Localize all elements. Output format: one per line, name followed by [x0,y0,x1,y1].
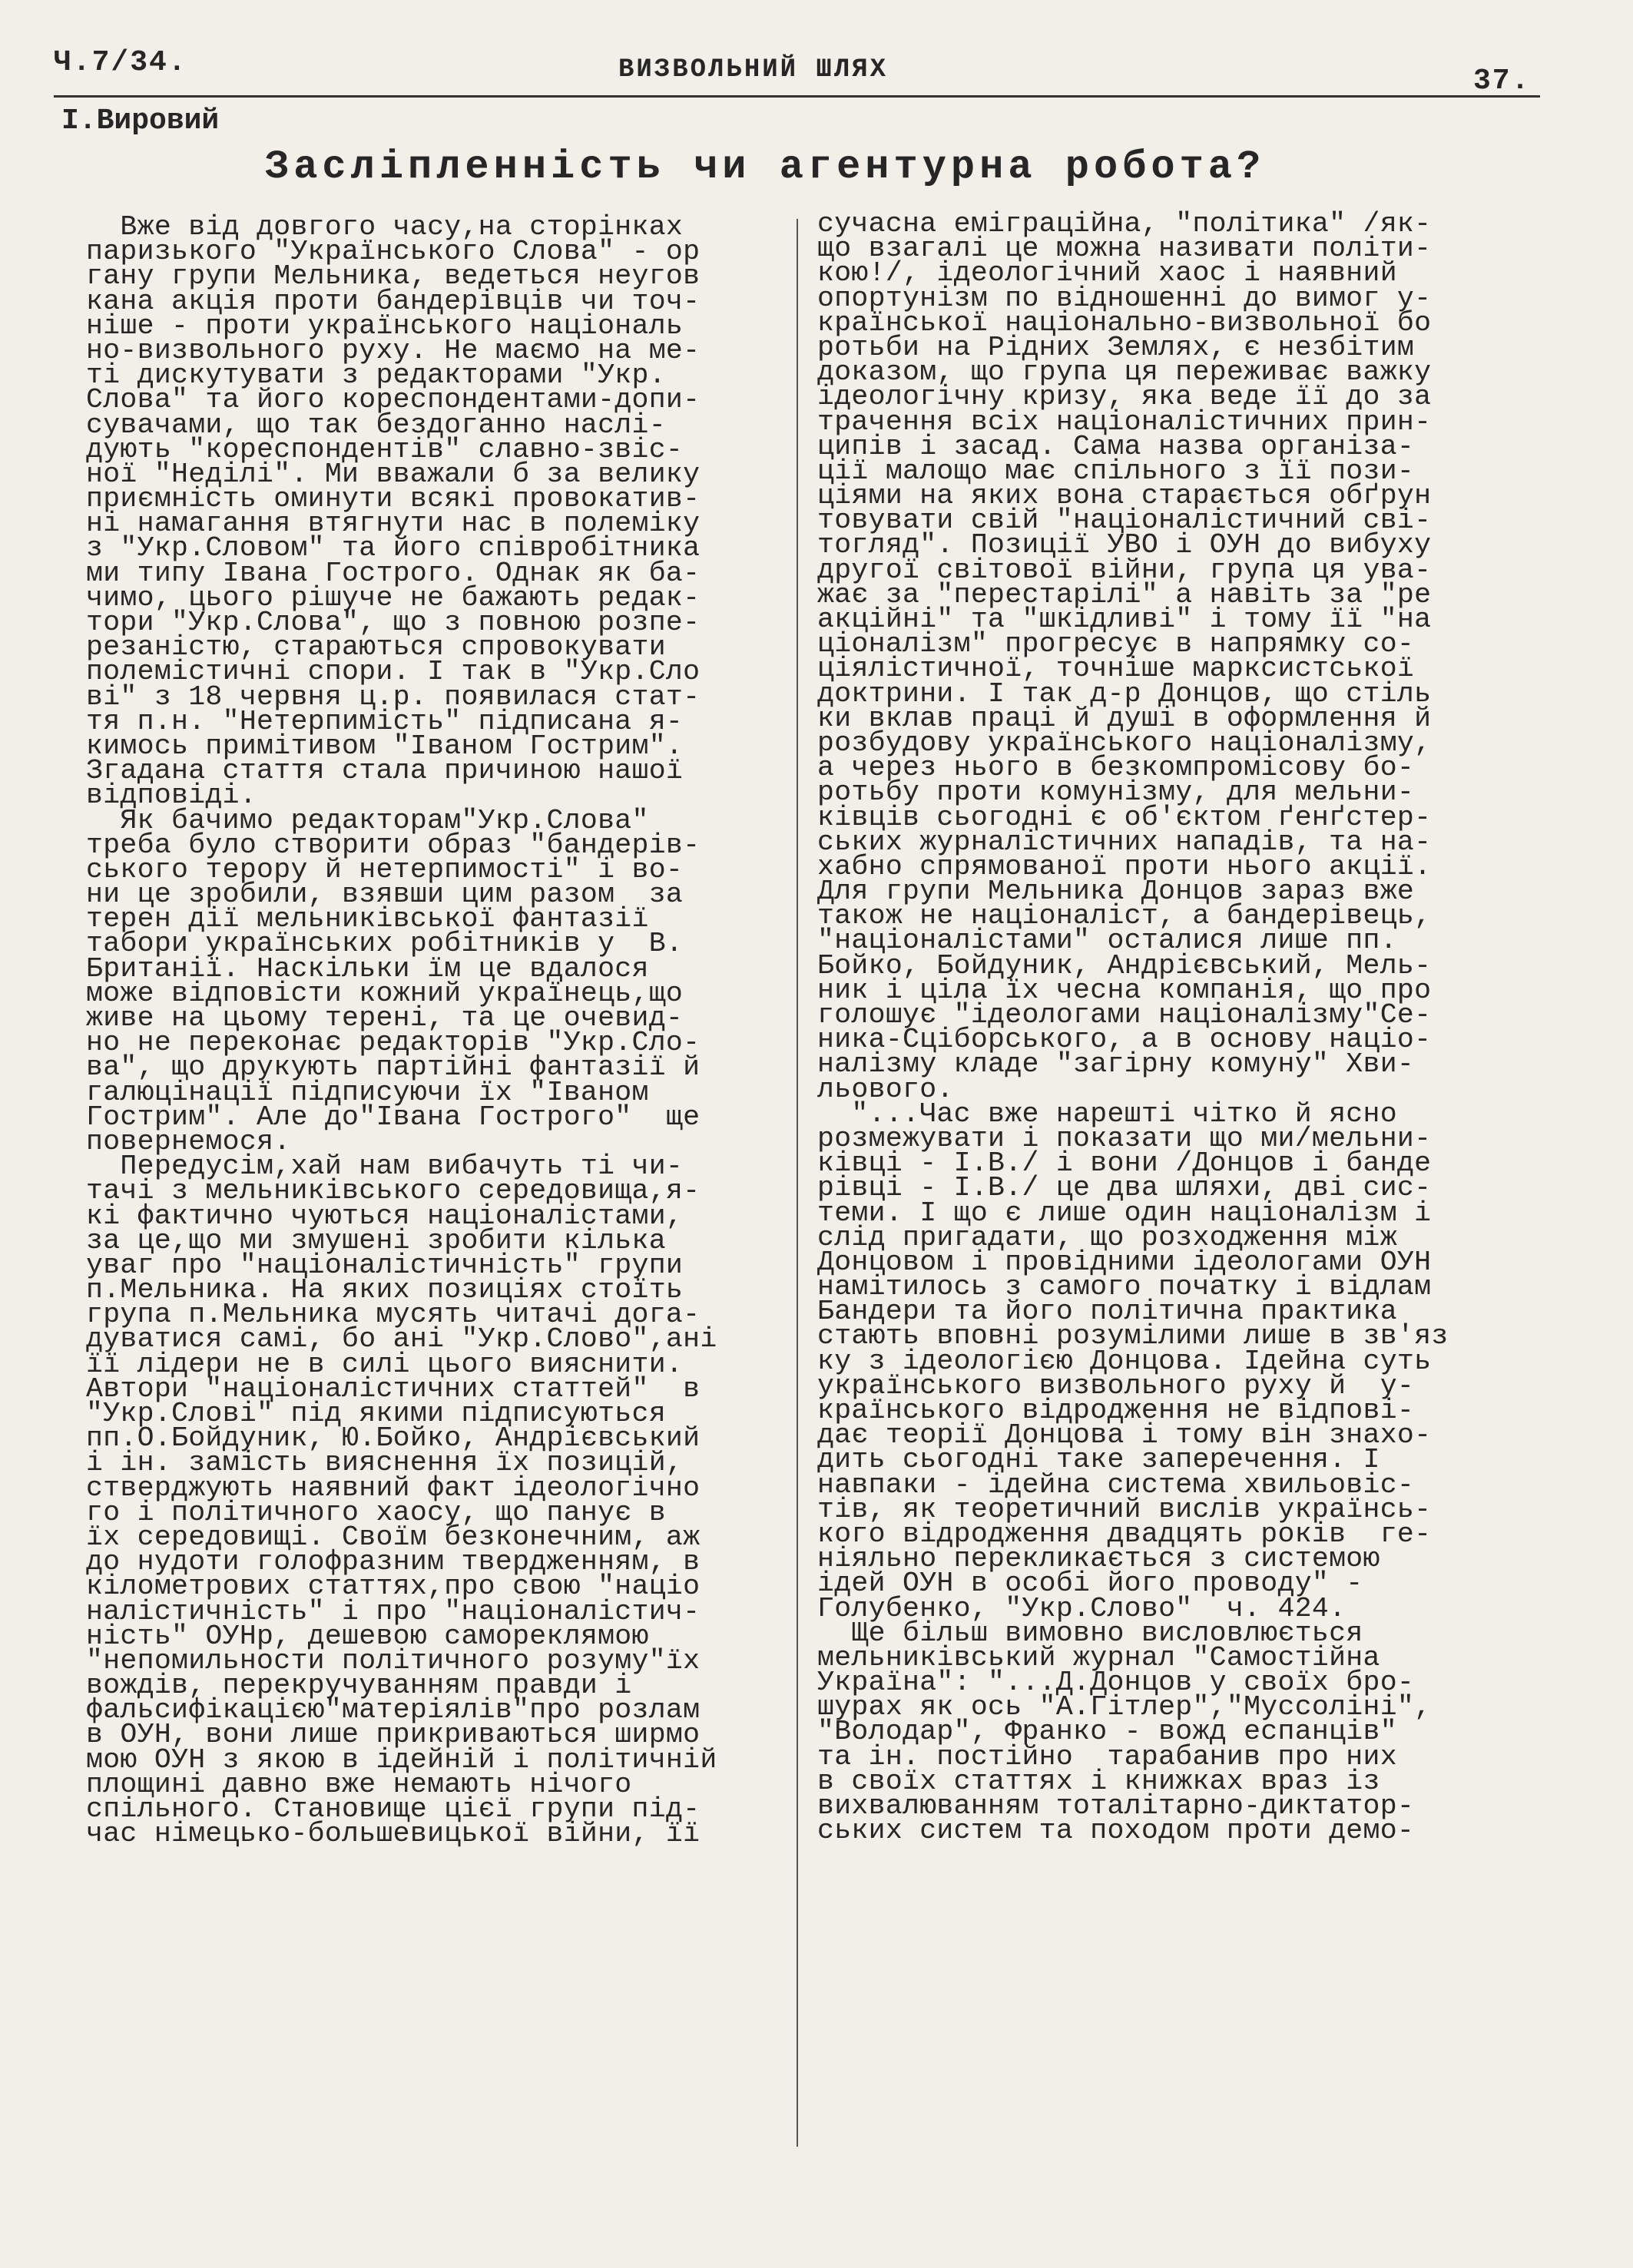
text-line: Бойко, Бойдуник, Андрієвський, Мель- [817,949,1432,982]
text-line: дає теорії Донцова і тому він знахо- [817,1419,1432,1452]
text-line: ротьбу проти комунізму, для мельни- [817,776,1415,809]
text-line: Згадана стаття стала причиною нашої [86,755,684,787]
column-divider [797,219,798,2147]
text-line: доказом, що група ця переживає важку [817,356,1432,389]
text-line: ку з ідеологією Донцова. Ідейна суть [817,1345,1432,1377]
text-line: Ще більш вимовно висловлюється [817,1617,1363,1649]
journal-title: ВИЗВОЛЬНИЙ ШЛЯХ [618,55,889,84]
text-line: ника-Сціборського, а в основу націо- [817,1024,1432,1056]
text-line: за це,що ми змушені зробити кілька [86,1224,666,1257]
text-line: но-визвольного руху. Не маємо на ме- [86,334,701,366]
right-text-column [817,208,1449,1847]
text-line: ціями на яких вона старається обґрун [817,480,1432,512]
issue-number: Ч.7/34. [54,46,187,79]
text-line: Гострим". Але до"Івана Гострого" ще [86,1101,701,1133]
left-text-column [86,211,717,1850]
text-line: з "Укр.Словом" та його співробітника [86,532,701,565]
text-line: ної "Неділі". Ми вважали б за велику [86,458,701,490]
text-line: кою!/, ідеологічний хаос і наявний [817,257,1397,290]
text-line: Британії. Наскільки їм це вдалося [86,952,649,985]
text-line: кого відродження двадцять років ге- [817,1518,1432,1550]
article-author: І.Вировий [61,104,220,137]
text-line: в ОУН, вони лише прикриваються ширмо [86,1719,701,1751]
text-line: налізму кладе "загірну комуну" Хви- [817,1048,1415,1081]
text-line: п.Мельника. На яких позиціях стоїть [86,1274,684,1306]
text-line: розбудову українського націоналізму, [817,727,1432,759]
text-line: Слова" та його кореспондентами-допи- [86,384,701,416]
text-line: Голубенко, "Укр.Слово" ч. 424. [817,1592,1346,1624]
text-line: доктрини. І так д-р Донцов, що стіль [817,677,1432,710]
text-line: Донцовом і провідними ідеологами ОУН [817,1246,1432,1278]
text-line: Вже від довгого часу,на сторінках [86,211,684,243]
text-line: Як бачимо редакторам"Укр.Слова" [86,804,649,836]
text-line: вождів, перекручуванням правди і [86,1670,632,1702]
text-line: табори українських робітників у В. [86,928,684,960]
text-line: "Укр.Слові" під якими підписуються [86,1398,666,1429]
text-line: вихвалюванням тоталітарно-диктатор- [817,1790,1415,1822]
text-line: кана акція проти бандерівців чи точ- [86,285,701,317]
text-line: може відповісти кожний українець,що [86,977,684,1009]
text-line: мельниківський журнал "Самостійна [817,1641,1380,1674]
text-line: ві" з 18 червня ц.р. появилася стат- [86,680,701,713]
text-line: тогляд". Позиції УВО і ОУН до вибуху [817,529,1432,561]
text-line: ціялістичної, точніше марксистської [817,653,1415,685]
text-line: голошує "ідеологами націоналізму"Се- [817,999,1432,1031]
text-line: дують "кореспондентів" славно-звіс- [86,433,684,465]
text-line: приємність оминути всякі провокатив- [86,483,701,515]
text-line: стають вповні розумілими лише в зв'яз [817,1320,1449,1353]
text-line: країнського відродження не відпові- [817,1395,1415,1426]
text-line: ських систем та походом проти демо- [817,1815,1415,1847]
text-line: до нудоти голофразним твердженням, в [86,1546,701,1578]
text-line: "націоналістами" осталися лише пп. [817,925,1397,957]
text-line: резаністю, стараються спровокувати [86,631,666,664]
text-line: група п.Мельника мусять читачі дога- [86,1299,701,1331]
text-line: країнської національно-визвольної бо [817,306,1432,339]
text-line: тори "Укр.Слова", що з повною розпе- [86,607,701,638]
text-line: відповіді. [86,780,257,812]
text-line: фальсифікацією"матеріялів"про розлам [86,1694,701,1727]
text-line: сучасна еміграційна, "політика" /як- [817,208,1432,240]
text-line: трачення всіх націоналістичних прин- [817,406,1432,438]
text-line: рівці - І.В./ це два шляхи, дві сис- [817,1172,1432,1204]
text-line: товувати свій "націоналістичний сві- [817,505,1432,537]
text-line: паризького "Українського Слова" - ор [86,236,701,268]
text-line: стверджують наявний факт ідеологічно [86,1472,701,1504]
text-line: ки вклав праці й душі в оформлення й [817,702,1432,734]
text-line: ципів і засад. Сама назва організа- [817,430,1415,462]
text-line: тачі з мельниківського середовища,я- [86,1175,701,1207]
text-line: "непомильности політичного розуму"їх [86,1644,701,1677]
text-line: ідей ОУН в особі його проводу" - [817,1568,1363,1600]
text-line: Передусім,хай нам вибачуть ті чи- [86,1151,684,1183]
text-line: чимо, цього рішуче не бажають редак- [86,581,701,614]
text-line: тя п.н. "Нетерпимість" підписана я- [86,705,684,737]
text-line: українського визвольного руху й у- [817,1369,1415,1402]
text-line: намітилось з самого початку і відлам [817,1271,1432,1303]
text-line: тів, як теоретичний вислів українсь- [817,1493,1432,1525]
text-line: навпаки - ідейна система хвильовіс- [817,1468,1415,1501]
text-line: гану групи Мельника, ведеться неугов [86,260,701,293]
text-line: ми типу Івана Гострого. Однак як ба- [86,557,701,589]
text-line: дуватися самі, бо ані "Укр.Слово",ані [86,1323,717,1356]
text-line: треба було створити образ "бандерів- [86,829,701,861]
text-line: ківців сьогодні є об'єктом ґенґстер- [817,801,1432,833]
text-line: ник і ціла їх чесна компанія, що про [817,974,1432,1006]
text-line: ніяльно перекликається з системою [817,1543,1380,1575]
article-title: Засліпленність чи агентурна робота? [265,144,1266,190]
text-line: опортунізм по відношенні до вимог у- [817,282,1432,314]
text-line: та ін. постійно тарабанив про них [817,1740,1397,1773]
text-line: що взагалі це можна називати політи- [817,233,1432,265]
text-line: також не націоналіст, а бандерівець, [817,900,1432,932]
text-line: спільного. Становище цієї групи під- [86,1793,701,1825]
text-line: слід пригадати, що розходження між [817,1221,1397,1253]
page-number: 37. [1473,65,1531,98]
text-line: ківці - І.В./ і вони /Донцов і банде [817,1147,1432,1180]
text-line: її лідери не в силі цього вияснити. [86,1348,684,1380]
text-line: го і політичного хаосу, що панує в [86,1496,666,1528]
text-line: ського терору й нетерпимості" і во- [86,853,684,886]
text-line: полемістичні спори. І так в "Укр.Сло [86,656,701,688]
text-line: ні намагання втягнути нас в полеміку [86,508,701,540]
text-line: а через нього в безкомпромісову бо- [817,752,1415,784]
text-line: теми. І що є лише один націоналізм і [817,1197,1432,1229]
text-line: їх середовищі. Своїм безконечним, аж [86,1521,701,1553]
text-line: Бандери та його політична практика [817,1296,1397,1328]
text-line: ва", що друкують партійні фантазії й [86,1051,701,1084]
text-line: ті дискутувати з редакторами "Укр. [86,359,666,392]
text-line: галюцінації підписуючи їх "Іваном [86,1076,649,1108]
text-line: жає за "перестарілі" а навіть за "ре [817,578,1432,611]
text-line: уваг про "націоналістичність" групи [86,1249,684,1281]
text-line: ротьби на Рідних Землях, є незбітим [817,331,1415,363]
text-line: сувачами, що так бездоганно наслі- [86,409,666,441]
text-line: час німецько-большевицької війни, її [86,1818,701,1850]
text-line: і ін. замість вияснення їх позицій, [86,1447,684,1479]
text-line: Для групи Мельника Донцов зараз вже [817,876,1415,908]
text-line: "...Час вже нарешті чітко й ясно [817,1098,1397,1130]
text-line: кі фактично чуються націоналістами, [86,1200,684,1232]
text-line: но не переконає редакторів "Укр.Сло- [86,1027,701,1059]
text-line: розмежувати і показати що ми/мельни- [817,1122,1432,1154]
text-line: налістичність" і про "націоналістич- [86,1595,701,1627]
text-line: терен дії мельниківської фантазії [86,903,649,935]
text-line: дить сьогодні таке заперечення. І [817,1444,1380,1476]
text-line: "Володар", Франко - вожд еспанців" [817,1716,1397,1748]
text-line: другої світової війни, група ця ува- [817,554,1432,586]
text-line: ідеологічну кризу, яка веде її до за [817,381,1432,413]
text-line: ніше - проти українського національ [86,310,684,342]
text-line: повернемося. [86,1125,291,1157]
header-divider [54,95,1540,98]
text-line: площині давно вже немають нічого [86,1768,632,1800]
text-line: живе на цьому терені, та це очевид- [86,1002,684,1034]
text-line: ських журналістичних нападів, та на- [817,826,1432,858]
text-line: Україна": "...Д.Донцов у своїх бро- [817,1667,1415,1699]
text-line: кілометрових статтях,про свою "націо [86,1571,701,1603]
text-line: мою ОУН з якою в ідейній і політичній [86,1743,717,1776]
text-line: Автори "націоналістичних статтей" в [86,1372,701,1405]
text-line: ції малощо має спільного з її пози- [817,455,1415,487]
text-line: в своїх статтях і книжках враз із [817,1765,1380,1797]
text-line: хабно спрямованої проти нього акції. [817,850,1432,882]
text-line: акційні" та "шкідливі" і тому її "на [817,604,1432,635]
text-line: кимось примітивом "Іваном Гострим". [86,730,684,762]
text-line: шурах як ось "А.Гітлер","Муссоліні", [817,1691,1432,1723]
text-line: льового. [817,1073,954,1105]
text-line: пп.О.Бойдуник, Ю.Бойко, Андрієвський [86,1422,701,1455]
text-line: ни це зробили, взявши цим разом за [86,879,684,911]
text-line: ність" ОУНр, дешевою самореклямою [86,1620,649,1652]
text-line: ціоналізм" прогресує в напрямку со- [817,628,1415,661]
